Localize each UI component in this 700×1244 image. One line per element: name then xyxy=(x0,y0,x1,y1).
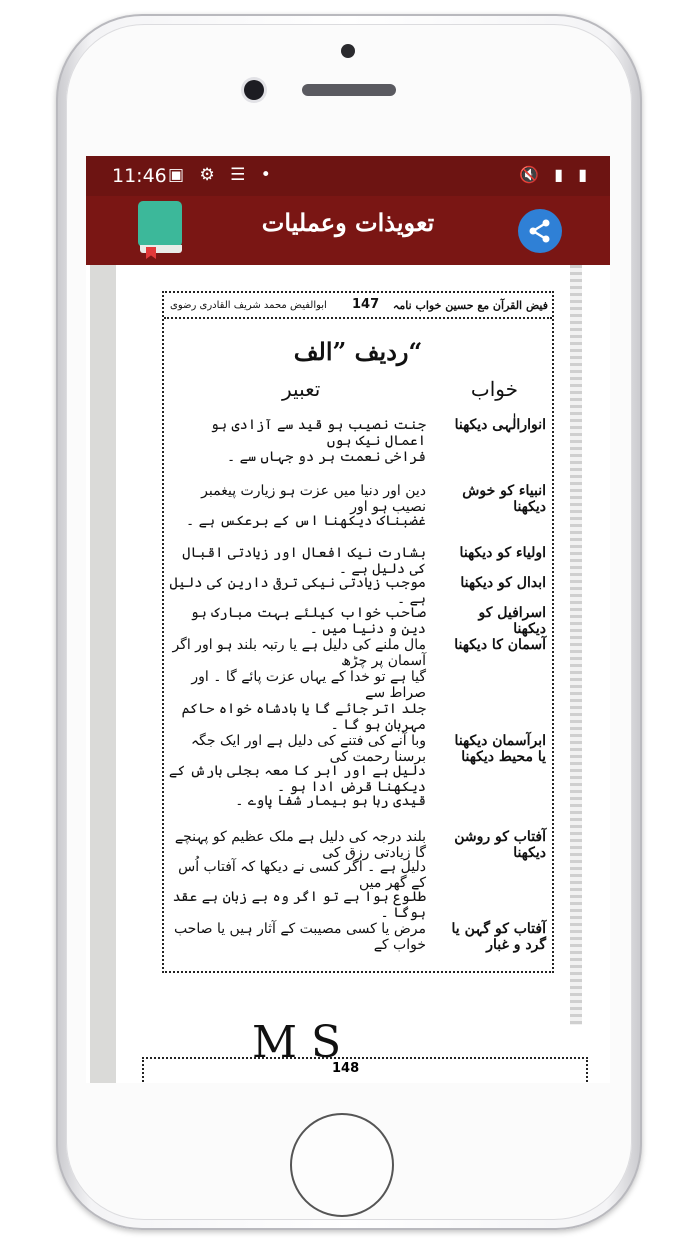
author-name: ابوالفیض محمد شریف القادری رضوی xyxy=(170,300,327,311)
screen xyxy=(86,156,610,1083)
interpretation-line: بشارت نیک افعال اور زیادتی اقبال کی دلیل ہے ۔ xyxy=(182,545,426,577)
book-page xyxy=(162,291,554,973)
column-header-interpretation: تعبیر xyxy=(282,377,321,401)
page-number: 147 xyxy=(352,297,380,312)
interpretation-line: صاحب خواب کیلئے بہت مبارک ہو دین و دنیا میں ۔ xyxy=(190,605,426,637)
dream-name: اولیاء کو دیکھنا xyxy=(459,545,546,561)
section-heading: ردیف ”الف“ xyxy=(293,337,423,366)
interpretation-line: جنت نصیب ہو قید سے آزادی ہو اعمال نیک ہوں xyxy=(210,417,426,449)
column-header-dream: خواب xyxy=(470,377,518,401)
share-button[interactable] xyxy=(518,209,562,253)
home-button[interactable] xyxy=(290,1113,394,1217)
notification-icons: ▣ ⚙ ☰ • xyxy=(168,165,276,185)
interpretation-line: طلوع ہوا ہے تو اگر وہ بے زبان ہے عقد ہوگا ۔ xyxy=(172,889,426,921)
scan-margin-left xyxy=(90,265,116,1083)
dream-name: ابدال کو دیکھنا xyxy=(460,575,546,591)
interpretation-line: وبا آنے کی فتنے کی دلیل ہے اور ایک جگہ برسنا رحمت کی xyxy=(190,733,426,765)
front-camera xyxy=(244,80,264,100)
interpretation-line: دلیل ہے ۔ اگر کسی نے دیکھا کہ آفتاب اُس کے گھر میں xyxy=(178,859,426,891)
page-fragment-text: M S xyxy=(252,1017,342,1068)
interpretation-line: دلیل ہے اور ابر کا معہ بجلی بارش کے دیکھنا قرض ادا ہو ۔ xyxy=(168,763,426,795)
dream-name: اسرافیل کو دیکھنا xyxy=(478,605,546,637)
dream-name: آسمان کا دیکھنا xyxy=(454,637,546,653)
interpretation-line: دین اور دنیا میں عزت ہو زیارت پیغمبر نصیب ہو اور xyxy=(201,483,426,515)
interpretation-line: بلند درجہ کی دلیل ہے ملک عظیم کو پہنچے گا زیادتی رزق کی xyxy=(174,829,426,861)
dream-name: انبیاء کو خوش دیکھنا xyxy=(462,483,546,515)
scan-margin-right xyxy=(570,265,582,1025)
book-icon[interactable] xyxy=(138,201,182,255)
interpretation-line: مرض یا کسی مصیبت کے آثار ہیں یا صاحب خواب کے xyxy=(173,921,426,953)
scanned-page-view[interactable] xyxy=(86,265,610,1083)
interpretation-line: گیا ہے تو خدا کے یہاں عزت پائے گا ۔ اور صراط سے xyxy=(191,669,426,701)
share-icon xyxy=(527,218,553,244)
system-status-icons: 🔇 ▮ ▮ xyxy=(519,165,592,184)
next-page-preview xyxy=(86,1013,610,1083)
next-page-number: 148 xyxy=(332,1061,360,1076)
front-sensor xyxy=(341,44,355,58)
next-page-header xyxy=(142,1057,588,1083)
interpretation-line: قیدی رہا ہو بیمار شفا پاوے ۔ xyxy=(235,793,426,809)
dream-name: آفتاب کو گہن یا گرد و غبار xyxy=(451,921,546,953)
dream-name: آفتاب کو روشن دیکھنا xyxy=(454,829,546,861)
page-header xyxy=(164,295,552,319)
interpretation-line: جلد اتر جائے گا یا بادشاہ خواہ حاکم مہربان ہو گا ۔ xyxy=(181,701,426,733)
book-title: فیض القرآن مع حسین خواب نامہ xyxy=(392,299,548,312)
status-time: 11:46 xyxy=(112,165,167,187)
interpretation-line: مال ملنے کی دلیل ہے یا رتبہ بلند ہو اور اگر آسمان پر چڑھ xyxy=(172,637,426,669)
earpiece-speaker xyxy=(302,84,396,96)
dream-name: ابرآسمان دیکھنا یا محیط دیکھنا xyxy=(454,733,546,765)
status-bar xyxy=(86,156,610,196)
app-bar xyxy=(86,196,610,265)
dream-name: انوارالٰہی دیکھنا xyxy=(454,417,546,433)
interpretation-line: موجب زیادتی نیکی ترقی دارین کی دلیل ہے ۔ xyxy=(169,575,426,607)
interpretation-line: غضبناک دیکھنا اس کے برعکس ہے ۔ xyxy=(186,513,426,529)
app-title: تعویذات وعملیات xyxy=(261,208,435,237)
interpretation-line: فراخی نعمت ہر دو جہاں سے ۔ xyxy=(227,449,426,465)
